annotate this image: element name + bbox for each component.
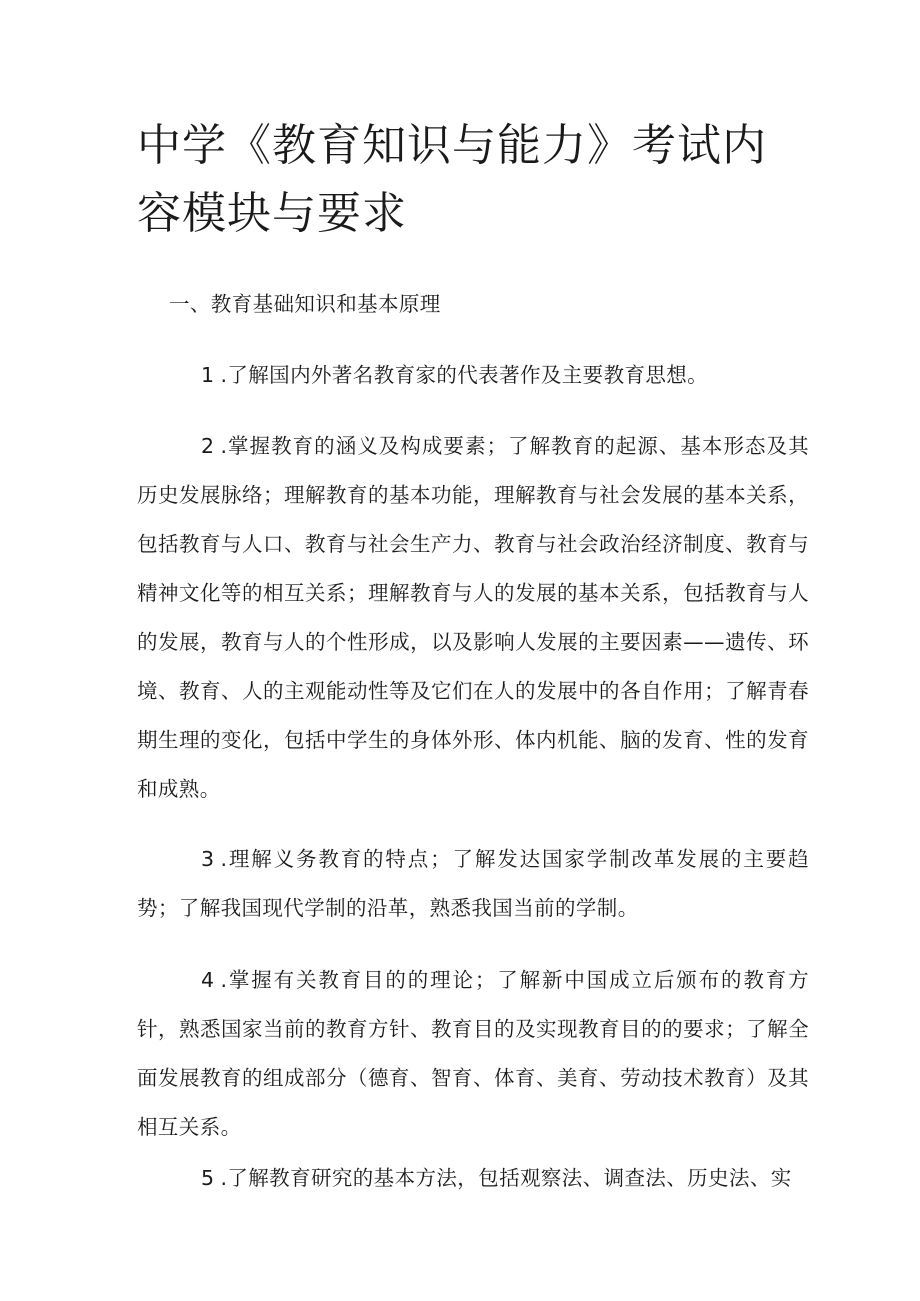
list-item: [137, 351, 809, 400]
section-heading: 一、教育基础知识和基本原理: [169, 292, 441, 316]
item-number: 1: [201, 363, 215, 387]
item-text: .理解义务教育的特点；了解发达国家学制改革发展的主要趋势；了解我国现代学制的沿革，熟悉我国当前的学制。: [137, 847, 809, 920]
document-title: 中学《教育知识与能力》考试内容模块与要求: [137, 120, 767, 239]
item-text: .了解教育研究的基本方法，包括观察法、调查法、历史法、实: [220, 1166, 792, 1190]
item-text: .掌握教育的涵义及构成要素；了解教育的起源、基本形态及其历史发展脉络；理解教育的基本功能，理解教育与社会发展的基本关系，包括教育与人口、教育与社会生产力、教育与社会政治经济制度、教育与精神文化等的相互关系；理解教育与人的发展的基本关系，包括教育与人的发展，教育与人的个性形成，以及影响人发展的主要因素——遗传、环境、教育、人的主观能动性等及它们在人的发展中的各自作用；了解青春期生理的变化，包括中学生的身体外形、体内机能、脑的发育、性的发育和成熟。: [137, 434, 809, 801]
list-item: [137, 422, 809, 814]
list-item: [137, 835, 809, 933]
list-item: [137, 1154, 809, 1203]
item-number: 2: [201, 434, 215, 458]
list-item: [137, 956, 809, 1152]
item-number: 5: [201, 1166, 215, 1190]
item-text: .了解国内外著名教育家的代表著作及主要教育思想。: [220, 363, 709, 387]
item-number: 3: [201, 847, 215, 871]
item-text: .掌握有关教育目的的理论；了解新中国成立后颁布的教育方针，熟悉国家当前的教育方针、教育目的及实现教育目的的要求；了解全面发展教育的组成部分（德育、智育、体育、美育、劳动技术教育）及其相互关系。: [137, 968, 809, 1139]
item-number: 4: [201, 968, 215, 992]
